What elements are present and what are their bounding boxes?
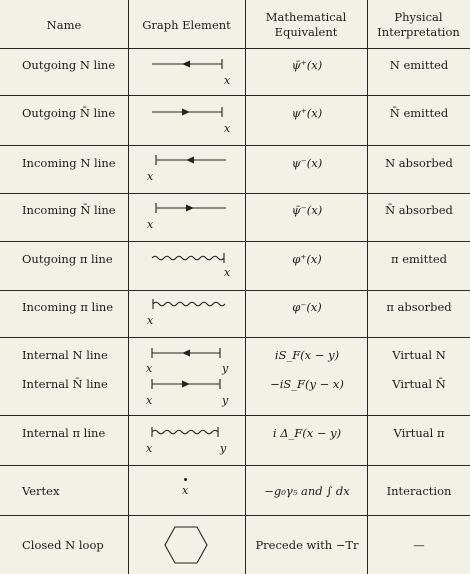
row-name: Incoming π line <box>22 300 114 314</box>
row-name: Outgoing N̄ line <box>22 106 116 120</box>
physical-interpretation: π emitted <box>390 252 447 266</box>
row-name: Outgoing π line <box>22 252 113 266</box>
math-equivalent: −iS_F(y − x) <box>270 377 344 391</box>
vertex-label-x: x <box>146 362 153 375</box>
row-name: Internal N̄ line <box>22 377 108 391</box>
row-divider <box>0 193 470 194</box>
physical-interpretation: N absorbed <box>385 156 453 170</box>
math-equivalent: ψ̄⁻(x) <box>291 203 323 217</box>
row-name: Internal π line <box>22 426 106 440</box>
math-equivalent: Precede with −Tr <box>255 538 359 552</box>
row-divider <box>0 95 470 96</box>
row-divider <box>0 415 470 416</box>
vertex-label-x: x <box>182 484 189 497</box>
header-graph-element: Graph Element <box>142 18 231 32</box>
incoming-antifermion-line <box>150 200 230 220</box>
math-equivalent: −g₀γ₅ and ∫ dx <box>264 484 350 498</box>
row-name: Internal N line <box>22 348 108 362</box>
row-divider <box>0 290 470 291</box>
outgoing-pion-line <box>150 250 230 270</box>
row-name: Outgoing N line <box>22 58 116 72</box>
row-name: Vertex <box>22 484 60 498</box>
math-equivalent: ψ⁻(x) <box>291 156 323 170</box>
header-math-line2: Equivalent <box>274 25 338 39</box>
math-equivalent: ψ⁺(x) <box>291 106 323 120</box>
vertex-label-x: x <box>147 314 154 327</box>
header-divider <box>0 48 470 49</box>
closed-loop-hexagon <box>163 525 209 565</box>
physical-interpretation: N emitted <box>389 58 449 72</box>
math-equivalent: φ⁺(x) <box>292 252 322 266</box>
column-divider <box>128 0 129 574</box>
physical-interpretation: N̄ absorbed <box>385 203 453 217</box>
incoming-pion-line <box>150 296 230 316</box>
row-name: Closed N loop <box>22 538 104 552</box>
vertex-label-x: x <box>147 218 154 231</box>
header-math-line1: Mathematical <box>265 10 347 24</box>
vertex-label-y: y <box>222 394 229 407</box>
vertex-label-y: y <box>222 362 229 375</box>
physical-interpretation: π absorbed <box>386 300 452 314</box>
header-name: Name <box>46 18 82 32</box>
header-physical <box>367 10 470 40</box>
physical-interpretation: Virtual N̄ <box>392 377 446 391</box>
internal-antifermion-line <box>148 376 228 396</box>
row-divider <box>0 465 470 466</box>
incoming-fermion-line <box>150 152 230 172</box>
vertex-label-x: x <box>146 442 153 455</box>
physical-interpretation: Interaction <box>386 484 452 498</box>
math-equivalent: i Δ_F(x − y) <box>272 426 342 440</box>
math-equivalent: iS_F(x − y) <box>274 348 340 362</box>
header-phys-line2: Interpretation <box>377 25 460 39</box>
row-divider <box>0 337 470 338</box>
vertex-label-x: x <box>224 266 231 279</box>
row-name: Incoming N̄ line <box>22 203 116 217</box>
vertex-label-y: y <box>220 442 227 455</box>
row-name: Incoming N line <box>22 156 116 170</box>
physical-interpretation: Virtual π <box>393 426 445 440</box>
vertex-label-x: x <box>146 394 153 407</box>
outgoing-antifermion-line <box>150 104 230 124</box>
outgoing-fermion-line <box>150 56 230 76</box>
header-phys-line1: Physical <box>394 10 443 24</box>
physical-interpretation: N̄ emitted <box>389 106 449 120</box>
header-math <box>245 10 367 40</box>
internal-fermion-line <box>148 345 228 365</box>
row-divider <box>0 145 470 146</box>
column-divider <box>245 0 246 574</box>
physical-interpretation: Virtual N <box>392 348 446 362</box>
vertex-label-x: x <box>224 122 231 135</box>
math-equivalent: ψ̄⁺(x) <box>291 58 323 72</box>
row-divider <box>0 515 470 516</box>
vertex-label-x: x <box>147 170 154 183</box>
math-equivalent: φ⁻(x) <box>292 300 322 314</box>
physical-interpretation: — <box>413 538 425 552</box>
row-divider <box>0 241 470 242</box>
vertex-dot <box>184 478 187 481</box>
vertex-label-x: x <box>224 74 231 87</box>
internal-pion-line <box>148 424 228 444</box>
